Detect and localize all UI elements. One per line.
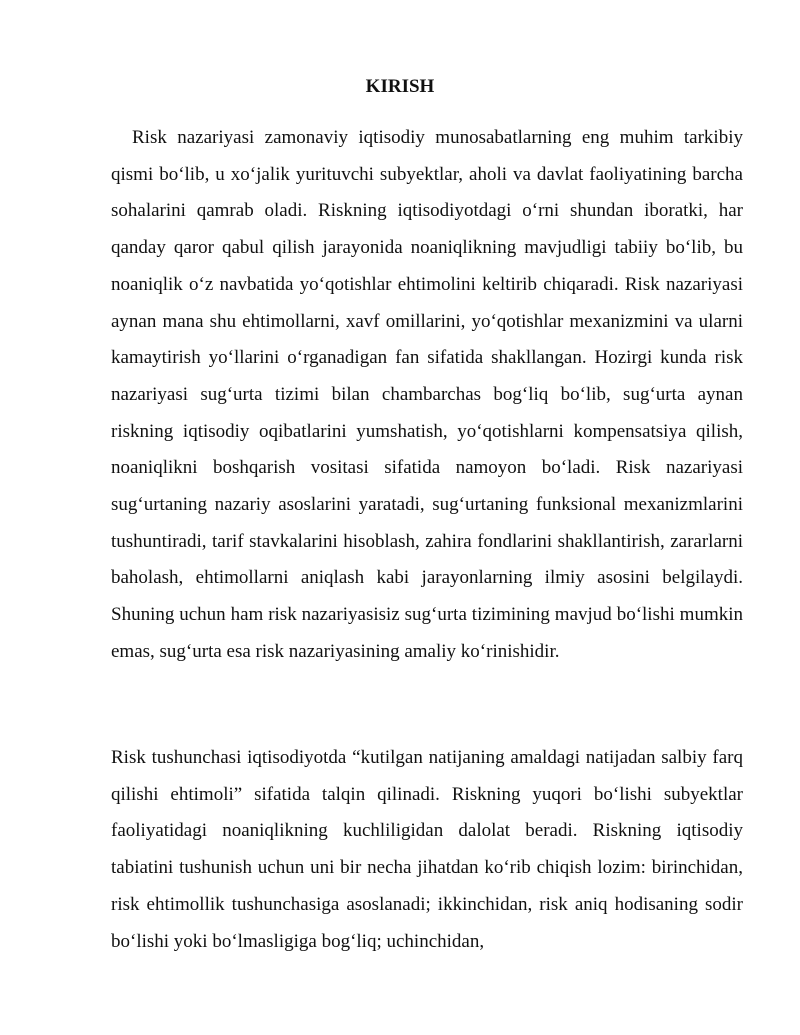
paragraph-risk-concept: Risk tushunchasi iqtisodiyotda “kutilgan natijaning amaldagi natijadan salbiy farq qilishi ehtimoli” sifatida talqin qilinadi. Riskning yuqori bo‘lishi subyektlar faoliyatidagi noaniqlikning kuchliligidan dalolat beradi. Riskning iqtisodiy tabiatini tushunish uchun uni bir necha jihatdan ko‘rib chiqish lozim: birinchidan, risk ehtimollik tushunchasiga asoslanadi; ikkinchidan, risk aniq hodisaning sodir bo‘lishi yoki bo‘lmasligiga bog‘liq; uchinchidan, [111,747,743,952]
page-title: KIRISH [365,76,435,97]
paragraph-intro: Risk nazariyasi zamonaviy iqtisodiy munosabatlarning eng muhim tarkibiy qismi bo‘lib, u xo‘jalik yurituvchi subyektlar, aholi va davlat faoliyatining barcha sohalarini qamrab oladi. Riskning iqtisodiyotdagi o‘rni shundan iboratki, har qanday qaror qabul qilish jarayonida noaniqlikning mavjudligi tabiiy bo‘lib, bu noaniqlik o‘z navbatida yo‘qotishlar ehtimolini keltirib chiqaradi. Risk nazariyasi aynan mana shu ehtimollarni, xavf omillarini, yo‘qotishlar mexanizmini va ularni kamaytirish yo‘llarini o‘rganadigan fan sifatida shakllangan. Hozirgi kunda risk nazariyasi sug‘urta tizimi bilan chambarchas bog‘liq bo‘lib, sug‘urta aynan riskning iqtisodiy oqibatlarini yumshatish, yo‘qotishlarni kompensatsiya qilish, noaniqlikni boshqarish vositasi sifatida namoyon bo‘ladi. Risk nazariyasi sug‘urtaning nazariy asoslarini yaratadi, sug‘urtaning funksional mexanizmlarini tushuntiradi, tarif stavkalarini hisoblash, zahira fondlarini shakllantirish, zararlarni baholash, ehtimollarni aniqlash kabi jarayonlarning ilmiy asosini belgilaydi. Shuning uchun ham risk nazariyasisiz sug‘urta tizimining mavjud bo‘lishi mumkin emas, sug‘urta esa risk nazariyasining amaliy ko‘rinishidir. [111,127,743,662]
